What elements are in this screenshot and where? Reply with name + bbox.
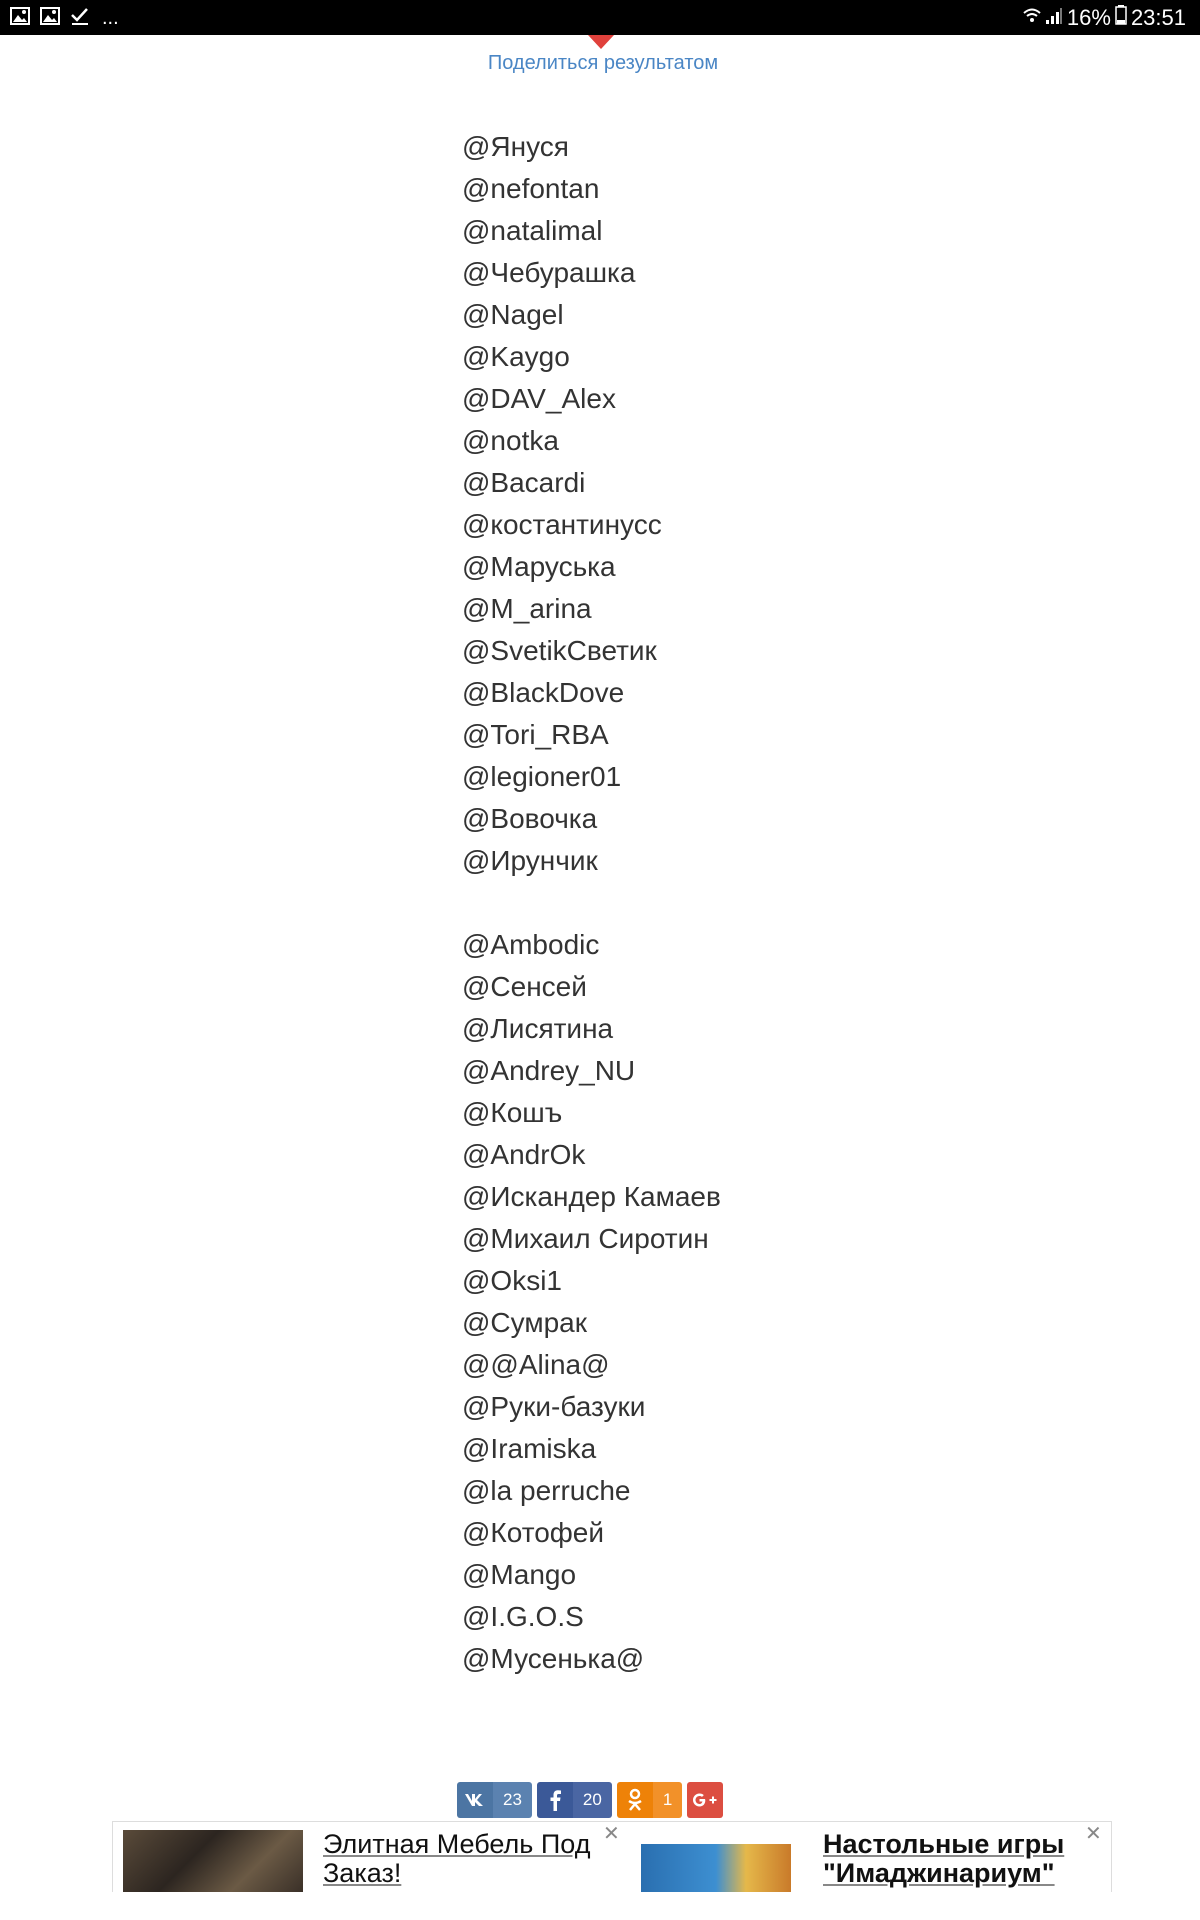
ad-image[interactable]	[123, 1830, 303, 1892]
social-share-bar	[457, 1782, 728, 1818]
mention-item[interactable]: @BlackDove	[462, 677, 625, 708]
notification-icons	[10, 6, 119, 30]
mention-item[interactable]: @Oksi1	[462, 1265, 562, 1296]
mention-item[interactable]: @M_arina	[462, 593, 592, 624]
wifi-icon	[1023, 5, 1041, 31]
close-icon[interactable]: ✕	[1085, 1823, 1102, 1845]
mention-item[interactable]: @Iramiska	[462, 1433, 597, 1464]
google-plus-icon	[687, 1782, 723, 1818]
mention-item[interactable]: @I.G.O.S	[462, 1601, 584, 1632]
mention-item[interactable]: @Януся	[462, 131, 569, 162]
signal-icon	[1045, 5, 1063, 31]
mention-item[interactable]: @Ambodic	[462, 929, 600, 960]
mention-item[interactable]: @Михаил Сиротин	[462, 1223, 709, 1254]
odnoklassniki-share-button[interactable]	[617, 1782, 682, 1818]
google-plus-share-button[interactable]	[687, 1782, 723, 1818]
mention-item[interactable]: @Маруська	[462, 551, 616, 582]
mentions-list	[462, 126, 721, 1680]
ad-item[interactable]	[123, 1822, 623, 1892]
arrow-marker-icon	[588, 35, 614, 49]
mention-item[interactable]: @Ирунчик	[462, 845, 598, 876]
mention-item[interactable]: @Mango	[462, 1559, 577, 1590]
vk-share-button[interactable]	[457, 1782, 532, 1818]
image-notification-icon	[10, 7, 30, 30]
ad-title[interactable]: Элитная Мебель Под Заказ!	[323, 1829, 591, 1888]
mention-item[interactable]: @Котофей	[462, 1517, 605, 1548]
download-complete-icon	[70, 6, 90, 31]
facebook-share-count: 20	[573, 1782, 612, 1818]
odnoklassniki-share-count: 1	[653, 1782, 682, 1818]
mention-item[interactable]: @AndrOk	[462, 1139, 586, 1170]
facebook-icon	[537, 1782, 573, 1818]
share-result-link[interactable]: Поделиться результатом	[487, 52, 719, 74]
image-notification-icon	[40, 7, 60, 30]
mention-item[interactable]: @nefontan	[462, 173, 600, 204]
mention-item[interactable]: @SvetikСветик	[462, 635, 657, 666]
mention-item[interactable]: @Nagel	[462, 299, 564, 330]
page-content	[0, 35, 1200, 1920]
ad-image[interactable]	[641, 1844, 791, 1892]
close-icon[interactable]: ✕	[603, 1823, 620, 1845]
battery-percent: 16%	[1066, 5, 1111, 30]
battery-icon	[1115, 5, 1127, 31]
mention-item[interactable]: @la perruche	[462, 1475, 631, 1506]
mention-item[interactable]: @Tori_RBA	[462, 719, 609, 750]
vk-icon	[457, 1782, 493, 1818]
mention-item[interactable]: @DAV_Alex	[462, 383, 616, 414]
mention-item[interactable]: @Чебурашка	[462, 257, 636, 288]
more-notifications-indicator: ...	[102, 7, 119, 29]
odnoklassniki-icon	[617, 1782, 653, 1818]
mention-item[interactable]: @Вовочка	[462, 803, 598, 834]
mention-item[interactable]: @Kaygo	[462, 341, 570, 372]
clock: 23:51	[1130, 5, 1186, 30]
mention-item[interactable]: @Лисятина	[462, 1013, 614, 1044]
mention-item[interactable]: @legioner01	[462, 761, 622, 792]
status-bar	[0, 0, 1200, 35]
mention-item[interactable]: @natalimal	[462, 215, 603, 246]
mention-item[interactable]: @Мусенька@	[462, 1643, 645, 1674]
mention-item[interactable]: @Сенсей	[462, 971, 587, 1002]
facebook-share-button[interactable]	[537, 1782, 612, 1818]
mention-item[interactable]: @Руки-базуки	[462, 1391, 646, 1422]
mention-item[interactable]: @костантинусс	[462, 509, 662, 540]
mention-item[interactable]: @@Alina@	[462, 1349, 610, 1380]
ad-item[interactable]	[633, 1822, 1103, 1892]
mention-item[interactable]: @notka	[462, 425, 559, 456]
mention-item[interactable]: @Andrey_NU	[462, 1055, 636, 1086]
list-spacer	[462, 882, 721, 924]
system-status	[1019, 5, 1186, 31]
vk-share-count: 23	[493, 1782, 532, 1818]
ad-banner	[112, 1821, 1112, 1892]
mention-item[interactable]: @Bacardi	[462, 467, 586, 498]
mention-item[interactable]: @Искандер Камаев	[462, 1181, 721, 1212]
ad-title[interactable]: Настольные игры "Имаджинариум"	[823, 1829, 1065, 1888]
mention-item[interactable]: @Сумрак	[462, 1307, 587, 1338]
mention-item[interactable]: @Кошъ	[462, 1097, 563, 1128]
